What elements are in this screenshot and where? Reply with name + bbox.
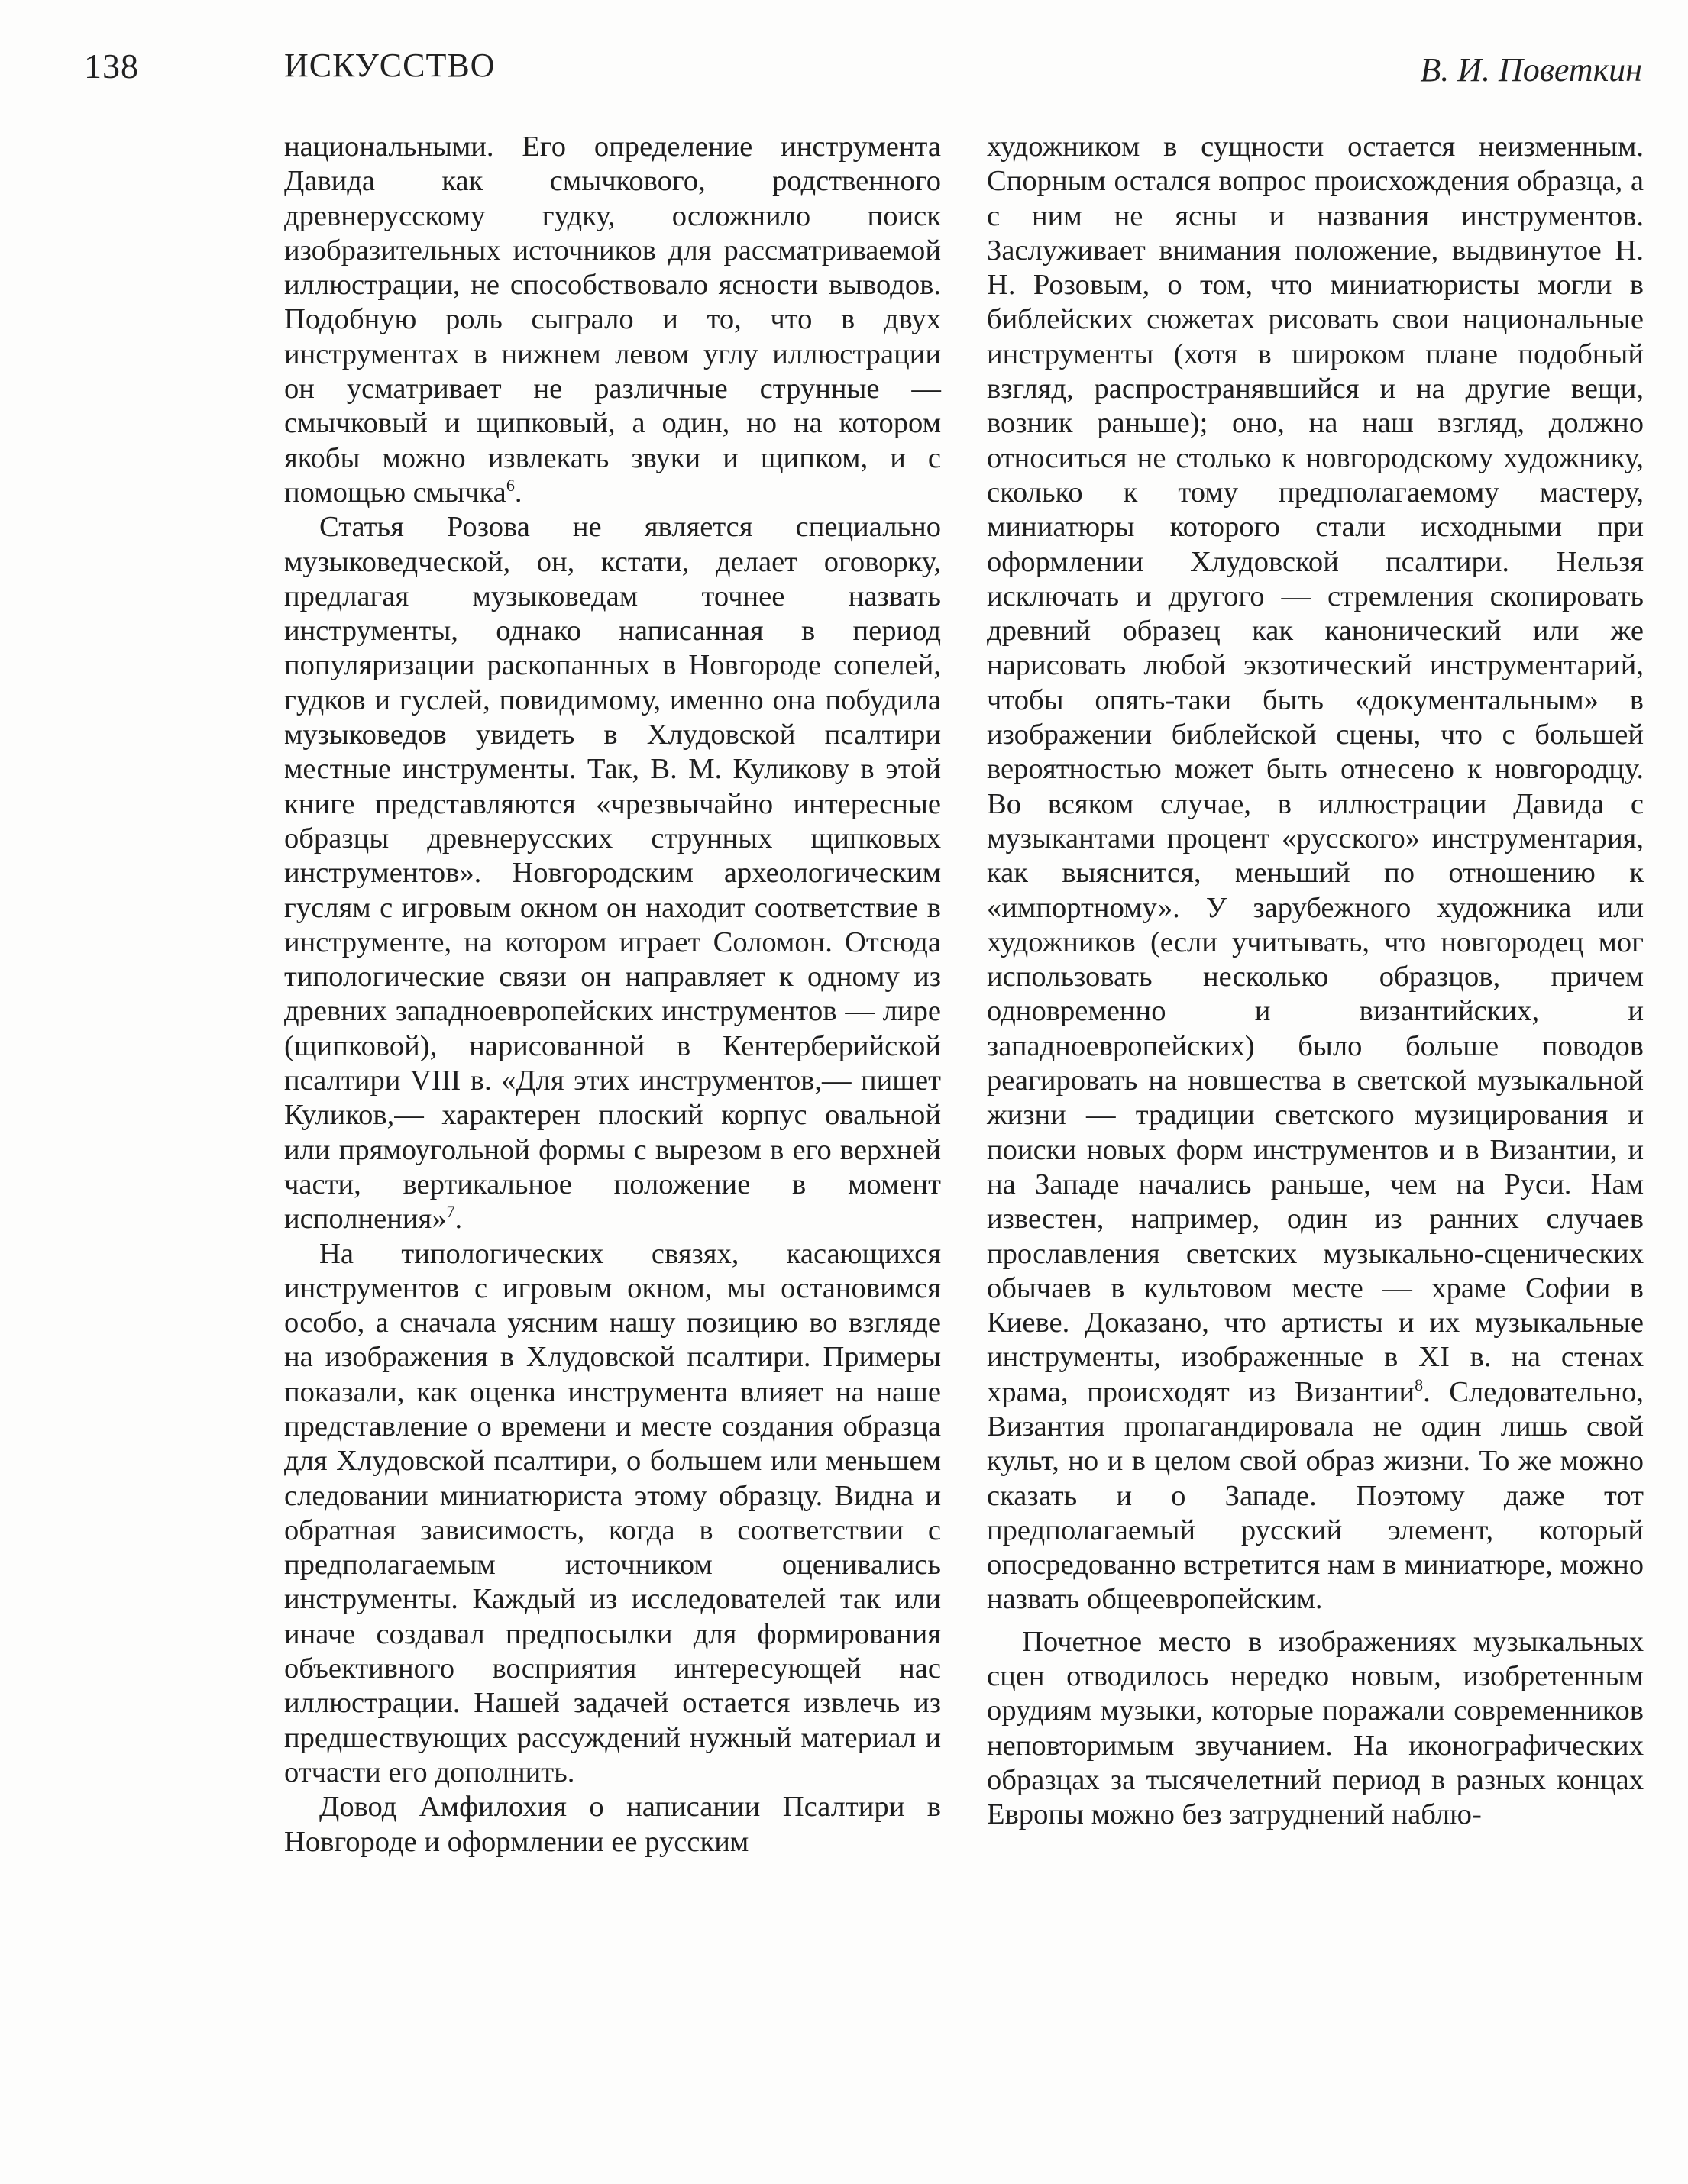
footnote-ref: 7 bbox=[446, 1202, 455, 1222]
footnote-ref: 6 bbox=[506, 476, 515, 496]
paragraph-text: Статья Розова не является специально музыковедческой, он, кстати, делает оговорку, предлагая музыковедам точнее назвать инструменты, однако написанная в период популяризации раскопанных в Новгороде сопелей, гудков и гуслей, повидимому, именно она побудила музыковедов увидеть в Хлудовской псалтири местные инструменты. Так, В. М. Куликову в этой книге представляются «чрезвычайно интересные образцы древнерусских струнных щипковых инструментов». Новгородским археологическим гуслям с игровым окном он находит соответствие в инструменте, на котором играет Соломон. Отсюда типологические связи он направляет к одному из древних западноевропейских инструментов — лире (щипковой), нарисованной в Кентерберийской псалтири VIII в. «Для этих инструментов,— пишет Куликов,— характерен плоский корпус овальной или прямоугольной формы с вырезом в его верхней части, вертикальное положение в момент исполнения» bbox=[284, 511, 941, 1236]
left-column bbox=[284, 130, 941, 2115]
paragraph-text: На типологических связях, касающихся инструментов с игровым окном, мы остановимся особо, а сначала уясним нашу позицию во взгляде на изображения в Хлудовской псалтири. Примеры показали, как оценка инструмента влияет на наше представление о времени и месте создания образца для Хлудовской псалтири, о большем или меньшем следовании миниатюриста этому образцу. Видна и обратная зависимость, когда в соответствии с предполагаемым источником оценивались инструменты. Каждый из исследователей так или иначе создавал предпосылки для формирования объективного восприятия интересующей нас иллюстрации. Нашей задачей остается извлечь из предшествующих рассуждений нужный материал и отчасти его дополнить. bbox=[284, 1237, 941, 1788]
paragraph bbox=[284, 1237, 941, 1791]
page-number: 138 bbox=[84, 47, 139, 86]
right-column bbox=[987, 130, 1644, 2115]
paragraph-text: художником в сущности остается неизменным. Спорным остался вопрос происхождения образца, а с ним не ясны и названия инструментов. Заслуживает внимания положение, выдвинутое Н. Н. Розовым, о том, что миниатюристы могли в библейских сюжетах рисовать свои национальные инструменты (хотя в широком плане подобный взгляд, распространявшийся и на другие вещи, возник раньше); оно, на наш взгляд, должно относиться не столько к новгородскому художнику, сколько к тому предполагаемому мастеру, миниатюры которого стали исходными при оформлении Хлудовской псалтири. Нельзя исключать и другого — стремления скопировать древний образец как канонический или же нарисовать любой экзотический инструментарий, чтобы опять-таки быть «документальным» в изображении библейской сцены, что с большей вероятностью может быть отнесено к новгородцу. Во всяком случае, в иллюстрации Давида с музыкантами процент «русского» инструментария, как выяснится, меньший по отношению к «импортному». У зарубежного художника или художников (если учитывать, что новгородец мог использовать несколько образцов, причем одновременно и византийских, и западноевропейских) было больше поводов реагировать на новшества в светской музыкальной жизни — традиции светского музицирования и поиски новых форм инструментов и в Византии, и на Западе начались раньше, чем на Руси. Нам известен, например, один из ранних случаев прославления светских музыкально-сценических обычаев в культовом месте — храме Софии в Киеве. Доказано, что артисты и их музыкальные инструменты, изображенные в XI в. на стенах храма, происходят из Византии bbox=[987, 131, 1644, 1408]
footnote-ref: 8 bbox=[1415, 1375, 1424, 1394]
section-title: ИСКУССТВО bbox=[284, 47, 496, 84]
paragraph bbox=[987, 130, 1644, 1617]
paragraph-text: Довод Амфилохия о написании Псалтири в Новгороде и оформлении ее русским bbox=[284, 1791, 941, 1858]
paragraph-end: . bbox=[454, 1203, 463, 1236]
running-header bbox=[0, 0, 1688, 130]
paragraph bbox=[284, 1790, 941, 1859]
paragraph-text: Почетное место в изображениях музыкальных сцен отводилось нередко новым, изобретенным орудиям музыки, которые поражали современников неповторимым звучанием. На иконографических образцах за тысячелетний период в разных концах Европы можно без затруднений наблю- bbox=[987, 1625, 1644, 1831]
paragraph-end: . bbox=[514, 476, 522, 509]
paragraph bbox=[284, 130, 941, 510]
paragraph-end: . Следовательно, Византия пропагандировала не один лишь свой культ, но и в целом свой образ жизни. То же можно сказать и о Западе. Поэтому даже тот предполагаемый русский элемент, который опосредованно встретится нам в миниатюре, можно назвать общеевропейским. bbox=[987, 1375, 1644, 1616]
paragraph bbox=[284, 510, 941, 1236]
author-name: В. И. Поветкин bbox=[1420, 51, 1642, 89]
paragraph-text: национальными. Его определение инструмента Давида как смычкового, родственного древнерусскому гудку, осложнило поиск изобразительных источников для рассматриваемой иллюстрации, не способствовало ясности выводов. Подобную роль сыграло и то, что в двух инструментах в нижнем левом углу иллюстрации он усматривает не различные струнные — смычковый и щипковый, а один, но на котором якобы можно извлекать звуки и щипком, и с помощью смычка bbox=[284, 131, 941, 509]
paragraph bbox=[987, 1625, 1644, 1833]
